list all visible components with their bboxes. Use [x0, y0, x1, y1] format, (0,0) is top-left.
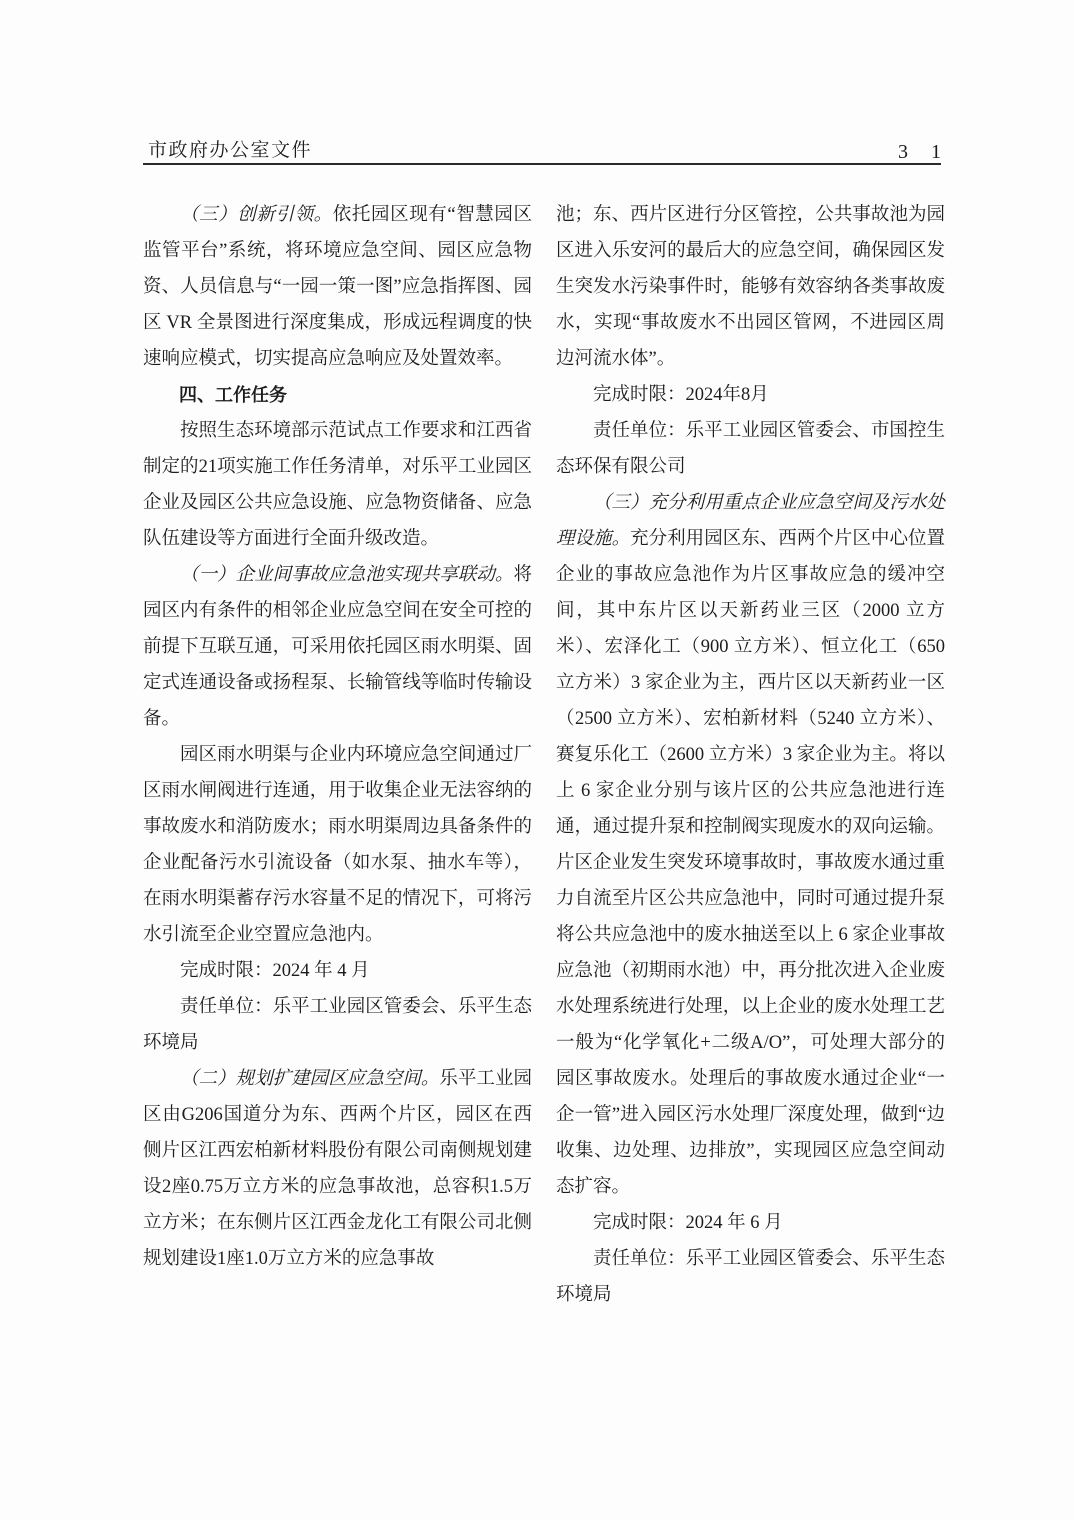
paragraph-text: 责任单位：乐平工业园区管委会、乐平生态环境局 — [556, 1249, 945, 1305]
paragraph-text: 按照生态环境部示范试点工作要求和江西省制定的21项实施工作任务清单，对乐平工业园区企业及园区公共应急设施、应急物资储备、应急队伍建设等方面进行全面升级改造。 — [143, 421, 532, 549]
page-number: 3 1 — [898, 141, 950, 163]
paragraph-continuation — [556, 197, 945, 377]
responsible-unit-line — [556, 413, 945, 485]
paragraph — [143, 557, 532, 737]
responsible-unit-line — [143, 989, 532, 1061]
paragraph — [143, 1061, 532, 1277]
paragraph-text: 乐平工业园区由G206国道分为东、西两个片区，园区在西侧片区江西宏柏新材料股份有限公司南侧规划建设2座0.75万立方米的应急事故池，总容积1.5万立方米；在东侧片区江西金龙化工有限公司北侧规划建设1座1.0万立方米的应急事故 — [143, 1069, 532, 1269]
paragraph — [556, 485, 945, 1205]
paragraph-text: 完成时限：2024 年 4 月 — [180, 961, 370, 981]
left-column — [143, 197, 532, 1277]
paragraph — [143, 197, 532, 377]
paragraph-text: 完成时限：2024 年 6 月 — [593, 1213, 783, 1233]
page-header-title: 市政府办公室文件 — [148, 140, 313, 161]
paragraph-text: 池；东、西片区进行分区管控，公共事故池为园区进入乐安河的最后大的应急空间，确保园区发生突发水污染事件时，能够有效容纳各类事故废水，实现“事故废水不出园区管网，不进园区周边河流水体”。 — [556, 205, 945, 369]
paragraph-text: 园区雨水明渠与企业内环境应急空间通过厂区雨水闸阀进行连通，用于收集企业无法容纳的事故废水和消防废水；雨水明渠周边具备条件的企业配备污水引流设备（如水泵、抽水车等），在雨水明渠蓄存污水容量不足的情况下，可将污水引流至企业空置应急池内。 — [143, 745, 532, 945]
deadline-line — [556, 377, 945, 413]
responsible-unit-line — [556, 1241, 945, 1313]
paragraph-lead: （一）企业间事故应急池实现共享联动。 — [180, 565, 514, 585]
section-heading: 四、工作任务 — [179, 385, 287, 405]
paragraph-text: 责任单位：乐平工业园区管委会、乐平生态环境局 — [143, 997, 532, 1053]
paragraph-lead: （三）充分利用重点企业应急空间及污水处理设施。 — [556, 493, 945, 549]
deadline-line — [556, 1205, 945, 1241]
paragraph-lead: （三）创新引领。 — [180, 205, 333, 225]
deadline-line — [143, 953, 532, 989]
header-rule — [143, 163, 941, 165]
paragraph-text: 完成时限：2024年8月 — [593, 385, 769, 405]
paragraph — [143, 737, 532, 953]
paragraph-text: 依托园区现有“智慧园区监管平台”系统，将环境应急空间、园区应急物资、人员信息与“一园一策一图”应急指挥图、园区 VR 全景图进行深度集成，形成远程调度的快速响应模式，切实提高应急响应及处置效率。 — [143, 205, 532, 369]
paragraph-text: 责任单位：乐平工业园区管委会、市国控生态环保有限公司 — [556, 421, 945, 477]
paragraph-text: 充分利用园区东、西两个片区中心位置企业的事故应急池作为片区事故应急的缓冲空间，其中东片区以天新药业三区（2000 立方米）、宏泽化工（900 立方米）、恒立化工（650 立方米）3 家企业为主，西片区以天新药业一区（2500 立方米）、宏柏新材料（5240 立方米）、赛复乐化工（2600 立方米）3 家企业为主。将以上 6 家企业分别与该片区的公共应急池进行连通，通过提升泵和控制阀实现废水的双向运输。片区企业发生突发环境事故时，事故废水通过重力自流至片区公共应急池中，同时可通过提升泵将公共应急池中的废水抽送至以上 6 家企业事故应急池（初期雨水池）中，再分批次进入企业废水处理系统进行处理，以上企业的废水处理工艺一般为“化学氧化+二级A/O”，可处理大部分的园区事故废水。处理后的事故废水通过企业“一企一管”进入园区污水处理厂深度处理，做到“边收集、边处理、边排放”，实现园区应急空间动态扩容。 — [556, 529, 945, 1197]
paragraph-lead: （二）规划扩建园区应急空间。 — [180, 1069, 440, 1089]
paragraph — [143, 413, 532, 557]
right-column — [556, 197, 945, 1313]
paragraph-text: 将园区内有条件的相邻企业应急空间在安全可控的前提下互联互通，可采用依托园区雨水明渠、固定式连通设备或扬程泵、长输管线等临时传输设备。 — [143, 565, 532, 729]
